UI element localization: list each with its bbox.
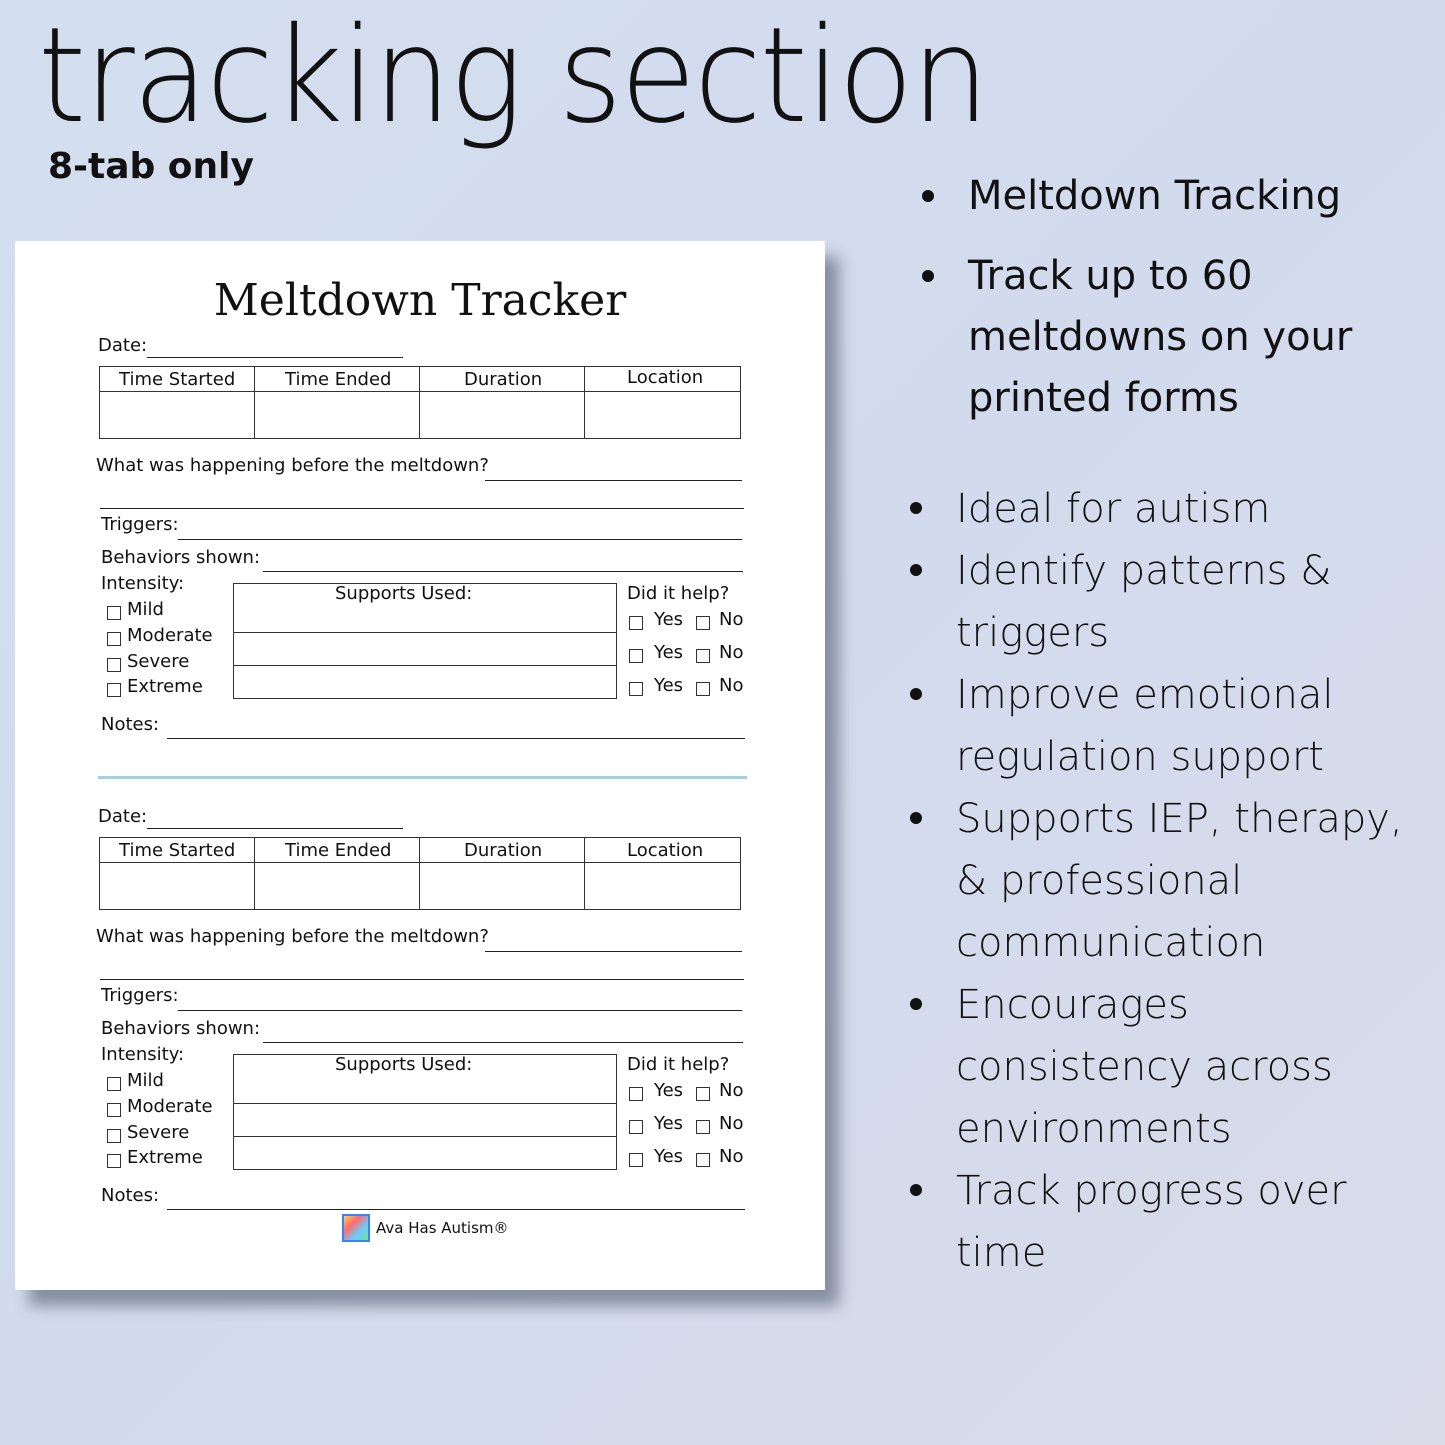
- no-label: No: [719, 1113, 744, 1134]
- feature-item: Improve emotional regulation support: [906, 664, 1426, 788]
- severe-checkbox[interactable]: [107, 1129, 121, 1143]
- moderate-label: Moderate: [127, 1096, 213, 1117]
- sheet-title: Meltdown Tracker: [213, 275, 627, 326]
- no-label: No: [719, 1080, 744, 1101]
- table-col-divider: [419, 366, 420, 439]
- date-label: Date:: [98, 335, 148, 356]
- yes-label: Yes: [654, 1080, 684, 1101]
- feature-item: Encourages consistency across environments: [906, 974, 1426, 1160]
- severe-checkbox[interactable]: [107, 658, 121, 672]
- no-label: No: [719, 675, 744, 696]
- yes-label: Yes: [654, 1113, 684, 1134]
- help-no-checkbox[interactable]: [696, 649, 710, 663]
- bullet-icon: [910, 998, 922, 1010]
- behaviors-line: [263, 1042, 743, 1043]
- date-label: Date:: [98, 806, 148, 827]
- help-yes-checkbox[interactable]: [629, 1087, 643, 1101]
- help-no-checkbox[interactable]: [696, 682, 710, 696]
- col-location: Location: [627, 367, 704, 388]
- help-yes-checkbox[interactable]: [629, 1153, 643, 1167]
- before-label: What was happening before the meltdown?: [96, 926, 489, 947]
- table-col-divider: [584, 837, 585, 910]
- triggers-line: [178, 1010, 742, 1011]
- notes-line: [167, 1209, 745, 1210]
- table-col-divider: [254, 366, 255, 439]
- supports-row-line: [233, 632, 617, 633]
- page-subtitle: 8-tab only: [48, 146, 254, 187]
- help-no-checkbox[interactable]: [696, 1120, 710, 1134]
- before-line-2: [100, 508, 744, 509]
- bullet-icon: [922, 190, 934, 202]
- triggers-line: [178, 539, 742, 540]
- mild-checkbox[interactable]: [107, 606, 121, 620]
- before-line: [485, 951, 742, 952]
- intensity-label: Intensity:: [101, 1044, 185, 1065]
- yes-label: Yes: [654, 609, 684, 630]
- help-no-checkbox[interactable]: [696, 1153, 710, 1167]
- behaviors-label: Behaviors shown:: [101, 547, 261, 568]
- notes-label: Notes:: [101, 1185, 160, 1206]
- no-label: No: [719, 609, 744, 630]
- col-duration: Duration: [464, 369, 543, 390]
- mild-checkbox[interactable]: [107, 1077, 121, 1091]
- behaviors-label: Behaviors shown:: [101, 1018, 261, 1039]
- date-line: [147, 828, 403, 829]
- before-line-2: [100, 979, 744, 980]
- notes-label: Notes:: [101, 714, 160, 735]
- primary-feature-list: [918, 166, 1428, 448]
- feature-item: Supports IEP, therapy, & professional communication: [906, 788, 1426, 974]
- moderate-checkbox[interactable]: [107, 632, 121, 646]
- tracker-section-2: [15, 712, 825, 1232]
- intensity-label: Intensity:: [101, 573, 185, 594]
- tracker-sheet: [15, 241, 825, 1290]
- bullet-icon: [910, 812, 922, 824]
- supports-row-line: [233, 665, 617, 666]
- help-no-checkbox[interactable]: [696, 1087, 710, 1101]
- date-line: [147, 357, 403, 358]
- bullet-icon: [910, 688, 922, 700]
- mild-label: Mild: [127, 599, 164, 620]
- triggers-label: Triggers:: [101, 514, 179, 535]
- extreme-label: Extreme: [127, 676, 203, 697]
- brand-logo-icon: [342, 1214, 370, 1242]
- behaviors-line: [263, 571, 743, 572]
- table-col-divider: [254, 837, 255, 910]
- feature-item: Track up to 60 meltdowns on your printed forms: [918, 246, 1428, 429]
- before-line: [485, 480, 742, 481]
- help-yes-checkbox[interactable]: [629, 682, 643, 696]
- extreme-checkbox[interactable]: [107, 683, 121, 697]
- help-yes-checkbox[interactable]: [629, 649, 643, 663]
- help-no-checkbox[interactable]: [696, 616, 710, 630]
- col-time-started: Time Started: [119, 369, 236, 390]
- bullet-icon: [910, 1184, 922, 1196]
- yes-label: Yes: [654, 1146, 684, 1167]
- table-col-divider: [419, 837, 420, 910]
- bullet-icon: [910, 564, 922, 576]
- page-headline: tracking section: [38, 0, 988, 153]
- feature-item: Meltdown Tracking: [918, 166, 1428, 227]
- table-col-divider: [584, 366, 585, 439]
- extreme-checkbox[interactable]: [107, 1154, 121, 1168]
- supports-label: Supports Used:: [335, 1054, 473, 1075]
- severe-label: Severe: [127, 651, 190, 672]
- moderate-checkbox[interactable]: [107, 1103, 121, 1117]
- col-time-ended: Time Ended: [285, 840, 392, 861]
- yes-label: Yes: [654, 642, 684, 663]
- help-label: Did it help?: [627, 1054, 730, 1075]
- help-yes-checkbox[interactable]: [629, 1120, 643, 1134]
- help-yes-checkbox[interactable]: [629, 616, 643, 630]
- col-time-ended: Time Ended: [285, 369, 392, 390]
- no-label: No: [719, 1146, 744, 1167]
- severe-label: Severe: [127, 1122, 190, 1143]
- feature-item: Identify patterns & triggers: [906, 540, 1426, 664]
- secondary-feature-list: [906, 478, 1426, 1284]
- supports-row-line: [233, 1103, 617, 1104]
- triggers-label: Triggers:: [101, 985, 179, 1006]
- no-label: No: [719, 642, 744, 663]
- supports-row-line: [233, 1136, 617, 1137]
- col-location: Location: [627, 840, 704, 861]
- table-header-line: [99, 391, 741, 392]
- brand-name: Ava Has Autism®: [376, 1219, 509, 1237]
- before-label: What was happening before the meltdown?: [96, 455, 489, 476]
- table-header-line: [99, 862, 741, 863]
- bullet-icon: [910, 502, 922, 514]
- moderate-label: Moderate: [127, 625, 213, 646]
- yes-label: Yes: [654, 675, 684, 696]
- extreme-label: Extreme: [127, 1147, 203, 1168]
- supports-label: Supports Used:: [335, 583, 473, 604]
- feature-item: Track progress over time: [906, 1160, 1426, 1284]
- col-duration: Duration: [464, 840, 543, 861]
- col-time-started: Time Started: [119, 840, 236, 861]
- feature-item: Ideal for autism: [906, 478, 1426, 540]
- bullet-icon: [922, 270, 934, 282]
- help-label: Did it help?: [627, 583, 730, 604]
- mild-label: Mild: [127, 1070, 164, 1091]
